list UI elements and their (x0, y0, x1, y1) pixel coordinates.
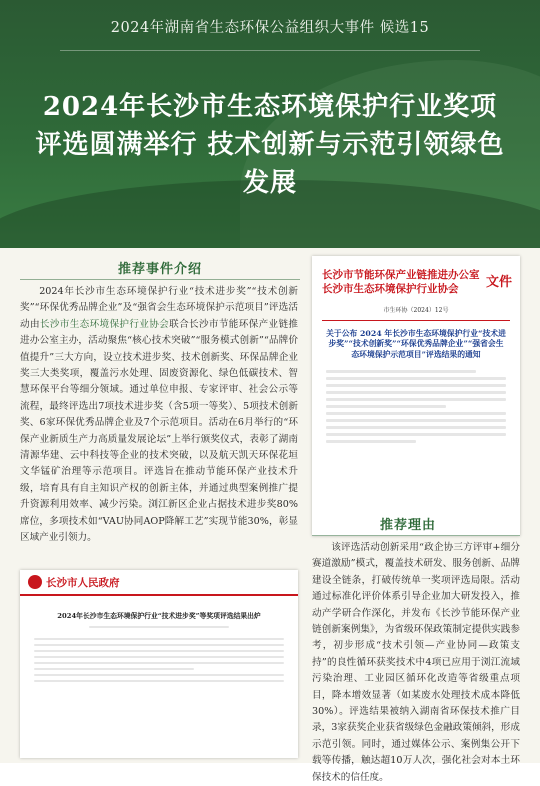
series-label: 2024年湖南省生态环保公益组织大事件 候选15 (110, 19, 430, 36)
event-text-part-2: 联合长沙市节能环保产业链推进办公室主办，活动聚焦“核心技术突破”“服务模式创新”“品牌价值提升”三大方向，设立技术进步奖、技术创新奖、环保品牌企业奖三大类奖项，覆盖污水处理、固废资源化、绿色低碳技术、智慧环保平台等细分领域。通过单位申报、专家评审、社会公示等流程，最终评选出7项技术进步奖（含5项一等奖）、5项技术创新奖、6家环保优秀品牌企业及7个示范项目。活动在6月举行的“环保产业新质生产力高质量发展论坛”上举行颁奖仪式，表彰了湖南清源华建、云中科技等企业的技术突破，以及航天凯天环保花垣文华锰矿治理等示范项目。评选旨在推动节能环保产业技术升级，培育具有自主知识产权的创新主体，并通过典型案例推广提升资源利用效率、减少污染。浏江新区企业占据技术进步奖80%席位，多项技术如“VAU协同AOP降解工艺”实现节能30%，彰显区域产业引领力。 (20, 318, 299, 544)
divider (60, 50, 480, 51)
gov-article-lines (20, 638, 298, 682)
series-label-bar (0, 0, 540, 52)
document-number: 市生环协（2024）12号 (383, 307, 449, 314)
content-area (0, 248, 540, 783)
header-banner (0, 0, 540, 248)
reason-text: 该评选活动创新采用“政企协三方评审+细分赛道激励”模式，覆盖技术研发、服务创新、品牌建设全链条，打破传统单一奖项评选局限。活动通过标准化评价体系引导企业加大研发投入，推动产学研合作深化，并发布《长沙节能环保产业链创新案例集》，为省级环保政策制定提供实践参考，初步形成“技术引领—产业协同—政策支持”的良性循环获奖技术中4项已应用于浏江流域污染治理、工业园区循环化改造等省级重点项目，降本增效显著（如某废水处理技术成本降低30%）。评选结果被纳入湖南省环保技术推广目录，3家获奖企业获省级绿色金融政策倾斜，形成示范引领。同时，通过媒体公示、案例集公开下载等传播，触达超10万人次，强化社会对本土环保技术的信任度。 (312, 542, 520, 783)
notice-title: 关于公布 2024 年长沙市生态环境保护行业“技术进步奖”“技术创新奖”“环保优秀品牌企业”“强省会生态环境保护示范项目”评选结果的通知 (326, 328, 506, 359)
gov-site-name: 长沙市人民政府 (46, 576, 120, 589)
sender-line-2: 长沙市生态环境保护行业协会 (322, 283, 459, 295)
gov-site-header (20, 570, 298, 596)
notice-body-lines (312, 370, 520, 443)
section-divider (20, 279, 300, 280)
event-description (20, 284, 298, 547)
page-title: 2024年长沙市生态环境保护行业奖项评选圆满举行 技术创新与示范引领绿色发展 (35, 92, 505, 198)
gov-website-image (20, 570, 298, 758)
gov-emblem-icon (28, 575, 42, 589)
notice-document-image (312, 256, 520, 536)
organizer-name: 长沙市生态环境保护行业协会 (39, 318, 170, 330)
gov-article-title: 2024年长沙市生态环境保护行业“技术进步奖”等奖项评选结果出炉 (57, 612, 261, 620)
document-word: 文件 (485, 274, 512, 290)
section-heading-reason: 推荐理由 (380, 518, 437, 533)
section-heading-event: 推荐事件介绍 (118, 262, 203, 277)
section-divider (312, 535, 520, 536)
red-rule (322, 320, 510, 321)
event-text-part-1: 2024年长沙市生态环境保护行业“技术进步奖”“技术创新奖”“环保优秀品牌企业”及“强省会生态环境保护示范项目”评选活动由 (20, 286, 298, 330)
sender-line-1: 长沙市节能环保产业链推进办公室 (322, 269, 480, 281)
